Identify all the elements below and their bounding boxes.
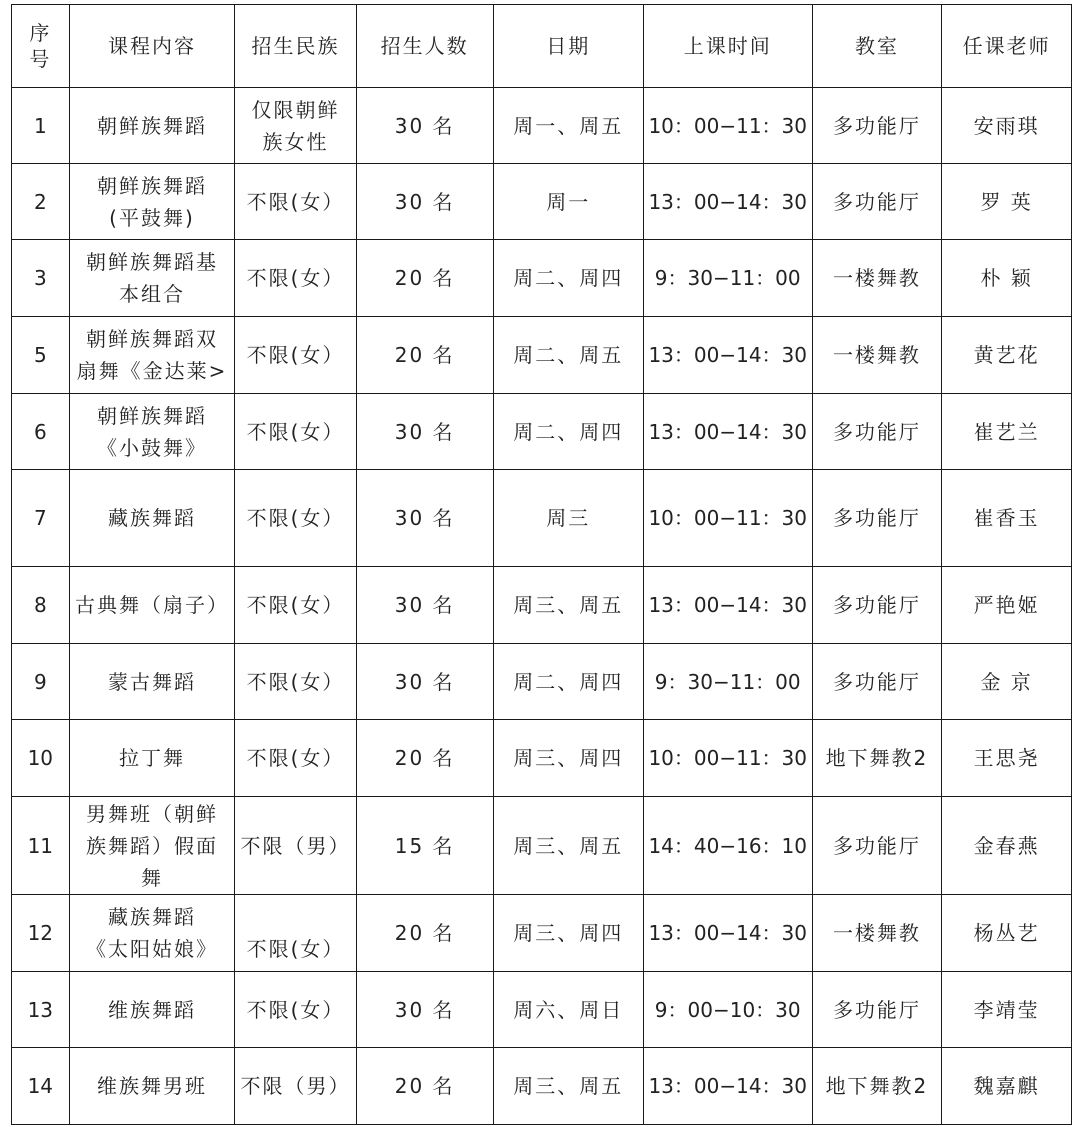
cell-ethnic: 不限(女） [235,164,356,240]
cell-days: 周一 [493,164,643,240]
table-row [12,567,1072,644]
cell-course: 藏族舞蹈 《太阳姑娘》 [69,895,235,972]
cell-no: 7 [12,470,70,567]
cell-count: 30 名 [356,644,493,720]
table-row [12,644,1072,720]
cell-room: 一楼舞教 [812,240,942,317]
cell-no: 9 [12,644,70,720]
cell-no: 8 [12,567,70,644]
cell-teacher: 杨丛艺 [942,895,1072,972]
header-no: 序 号 [12,5,70,88]
cell-teacher: 崔艺兰 [942,394,1072,470]
cell-ethnic: 不限(女） [235,394,356,470]
cell-count: 30 名 [356,164,493,240]
cell-room: 地下舞教2 [812,720,942,797]
cell-room: 一楼舞教 [812,317,942,394]
cell-days: 周三、周五 [493,1048,643,1125]
cell-course: 古典舞（扇子） [69,567,235,644]
cell-time: 13：00−14：30 [643,394,812,470]
cell-time: 10：00−11：30 [643,720,812,797]
cell-count: 30 名 [356,394,493,470]
cell-days: 周三 [493,470,643,567]
cell-course: 朝鲜族舞蹈双 扇舞《金达莱> [69,317,235,394]
cell-count: 20 名 [356,240,493,317]
cell-days: 周三、周四 [493,895,643,972]
cell-time: 13：00−14：30 [643,567,812,644]
cell-days: 周六、周日 [493,972,643,1048]
cell-teacher: 罗 英 [942,164,1072,240]
header-days: 日期 [493,5,643,88]
cell-course: 朝鲜族舞蹈 (平鼓舞) [69,164,235,240]
table-row [12,164,1072,240]
cell-ethnic: 仅限朝鲜 族女性 [235,88,356,164]
cell-days: 周二、周四 [493,240,643,317]
cell-teacher: 金春燕 [942,797,1072,895]
cell-room: 多功能厅 [812,470,942,567]
cell-count: 20 名 [356,895,493,972]
cell-ethnic: 不限(女） [235,470,356,567]
cell-ethnic: 不限（男） [235,797,356,895]
cell-count: 30 名 [356,88,493,164]
table-row [12,972,1072,1048]
cell-room: 地下舞教2 [812,1048,942,1125]
cell-no: 11 [12,797,70,895]
cell-no: 12 [12,895,70,972]
cell-room: 多功能厅 [812,644,942,720]
cell-room: 多功能厅 [812,797,942,895]
table-row [12,720,1072,797]
cell-ethnic: 不限(女） [235,567,356,644]
header-row [12,5,1072,88]
cell-time: 13：00−14：30 [643,164,812,240]
cell-count: 20 名 [356,1048,493,1125]
cell-count: 30 名 [356,972,493,1048]
cell-teacher: 金 京 [942,644,1072,720]
course-schedule-table [11,4,1072,1125]
table-row [12,394,1072,470]
cell-course: 蒙古舞蹈 [69,644,235,720]
cell-days: 周三、周五 [493,797,643,895]
cell-teacher: 王思尧 [942,720,1072,797]
header-count: 招生人数 [356,5,493,88]
cell-time: 13：00−14：30 [643,895,812,972]
table-row [12,895,1072,972]
header-course: 课程内容 [69,5,235,88]
table-row [12,1048,1072,1125]
cell-ethnic: 不限(女） [235,972,356,1048]
cell-course: 男舞班（朝鲜 族舞蹈）假面 舞 [69,797,235,895]
cell-no: 10 [12,720,70,797]
cell-no: 13 [12,972,70,1048]
cell-teacher: 魏嘉麒 [942,1048,1072,1125]
cell-count: 20 名 [356,317,493,394]
cell-room: 多功能厅 [812,567,942,644]
cell-room: 一楼舞教 [812,895,942,972]
cell-count: 30 名 [356,567,493,644]
cell-time: 9：00−10：30 [643,972,812,1048]
table-row [12,470,1072,567]
cell-teacher: 李靖莹 [942,972,1072,1048]
cell-time: 10：00−11：30 [643,88,812,164]
cell-days: 周一、周五 [493,88,643,164]
cell-room: 多功能厅 [812,88,942,164]
cell-ethnic: 不限(女） [235,895,356,972]
cell-ethnic: 不限(女） [235,317,356,394]
cell-time: 10：00−11：30 [643,470,812,567]
cell-course: 朝鲜族舞蹈 [69,88,235,164]
header-time: 上课时间 [643,5,812,88]
cell-course: 藏族舞蹈 [69,470,235,567]
cell-no: 5 [12,317,70,394]
cell-time: 14：40−16：10 [643,797,812,895]
cell-teacher: 朴 颖 [942,240,1072,317]
cell-course: 维族舞男班 [69,1048,235,1125]
cell-days: 周三、周五 [493,567,643,644]
cell-teacher: 黄艺花 [942,317,1072,394]
cell-course: 朝鲜族舞蹈 《小鼓舞》 [69,394,235,470]
cell-course: 拉丁舞 [69,720,235,797]
cell-ethnic: 不限（男） [235,1048,356,1125]
cell-no: 2 [12,164,70,240]
cell-days: 周二、周五 [493,317,643,394]
cell-teacher: 严艳姬 [942,567,1072,644]
cell-room: 多功能厅 [812,394,942,470]
cell-no: 3 [12,240,70,317]
table-row [12,88,1072,164]
cell-time: 13：00−14：30 [643,1048,812,1125]
cell-time: 13：00−14：30 [643,317,812,394]
cell-course: 维族舞蹈 [69,972,235,1048]
cell-time: 9：30−11：00 [643,644,812,720]
cell-course: 朝鲜族舞蹈基 本组合 [69,240,235,317]
cell-days: 周二、周四 [493,394,643,470]
cell-count: 30 名 [356,470,493,567]
cell-count: 15 名 [356,797,493,895]
header-room: 教室 [812,5,942,88]
table-row [12,317,1072,394]
table-row [12,797,1072,895]
cell-days: 周三、周四 [493,720,643,797]
cell-ethnic: 不限(女） [235,240,356,317]
cell-no: 14 [12,1048,70,1125]
cell-count: 20 名 [356,720,493,797]
header-ethnic: 招生民族 [235,5,356,88]
cell-room: 多功能厅 [812,164,942,240]
cell-room: 多功能厅 [812,972,942,1048]
cell-time: 9：30−11：00 [643,240,812,317]
table-row [12,240,1072,317]
cell-teacher: 安雨琪 [942,88,1072,164]
cell-ethnic: 不限(女） [235,644,356,720]
cell-days: 周二、周四 [493,644,643,720]
cell-no: 1 [12,88,70,164]
cell-no: 6 [12,394,70,470]
header-teacher: 任课老师 [942,5,1072,88]
cell-teacher: 崔香玉 [942,470,1072,567]
cell-ethnic: 不限(女） [235,720,356,797]
